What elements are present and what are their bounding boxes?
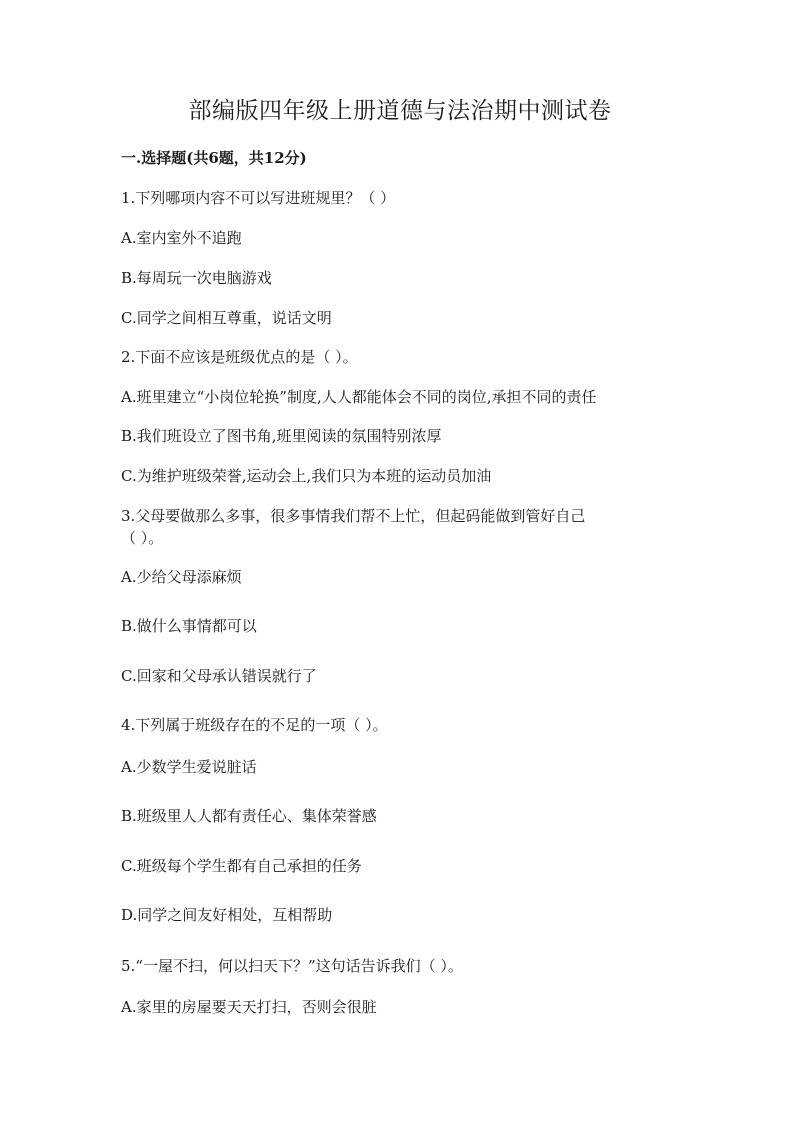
question-2-option-a: A.班里建立“小岗位轮换”制度,人人都能体会不同的岗位,承担不同的责任 <box>121 388 597 406</box>
question-3-option-a: A.少给父母添麻烦 <box>121 568 242 586</box>
section-heading: 一.选择题(共6题，共12分) <box>121 149 307 167</box>
question-2-option-b: B.我们班设立了图书角,班里阅读的氛围特别浓厚 <box>121 427 442 445</box>
page-title: 部编版四年级上册道德与法治期中测试卷 <box>188 98 612 124</box>
question-1-option-a: A.室内室外不追跑 <box>121 229 242 247</box>
question-4-option-c: C.班级每个学生都有自己承担的任务 <box>121 857 362 875</box>
question-3-option-b: B.做什么事情都可以 <box>121 617 257 635</box>
question-4-option-a: A.少数学生爱说脏话 <box>121 758 257 776</box>
question-4-option-d: D.同学之间友好相处，互相帮助 <box>121 906 333 924</box>
question-4-option-b: B.班级里人人都有责任心、集体荣誉感 <box>121 807 377 825</box>
question-1-stem: 1.下列哪项内容不可以写进班规里？（ ） <box>121 189 396 207</box>
question-2-stem: 2.下面不应该是班级优点的是（ ）。 <box>121 348 358 366</box>
question-5-stem: 5.“一屋不扫，何以扫天下？”这句话告诉我们（ ）。 <box>121 957 463 975</box>
question-1-option-c: C.同学之间相互尊重，说话文明 <box>121 309 332 327</box>
question-5-option-a: A.家里的房屋要天天打扫，否则会很脏 <box>121 998 377 1016</box>
question-1-option-b: B.每周玩一次电脑游戏 <box>121 269 272 287</box>
question-2-option-c: C.为维护班级荣誉,运动会上,我们只为本班的运动员加油 <box>121 467 492 485</box>
question-3-option-c: C.回家和父母承认错误就行了 <box>121 667 317 685</box>
question-4-stem: 4.下列属于班级存在的不足的一项（ ）。 <box>121 716 388 734</box>
question-3-stem: 3.父母要做那么多事，很多事情我们帮不上忙，但起码能做到管好自己 <box>121 507 586 525</box>
question-3-stem-line2: （ ）。 <box>121 529 164 547</box>
